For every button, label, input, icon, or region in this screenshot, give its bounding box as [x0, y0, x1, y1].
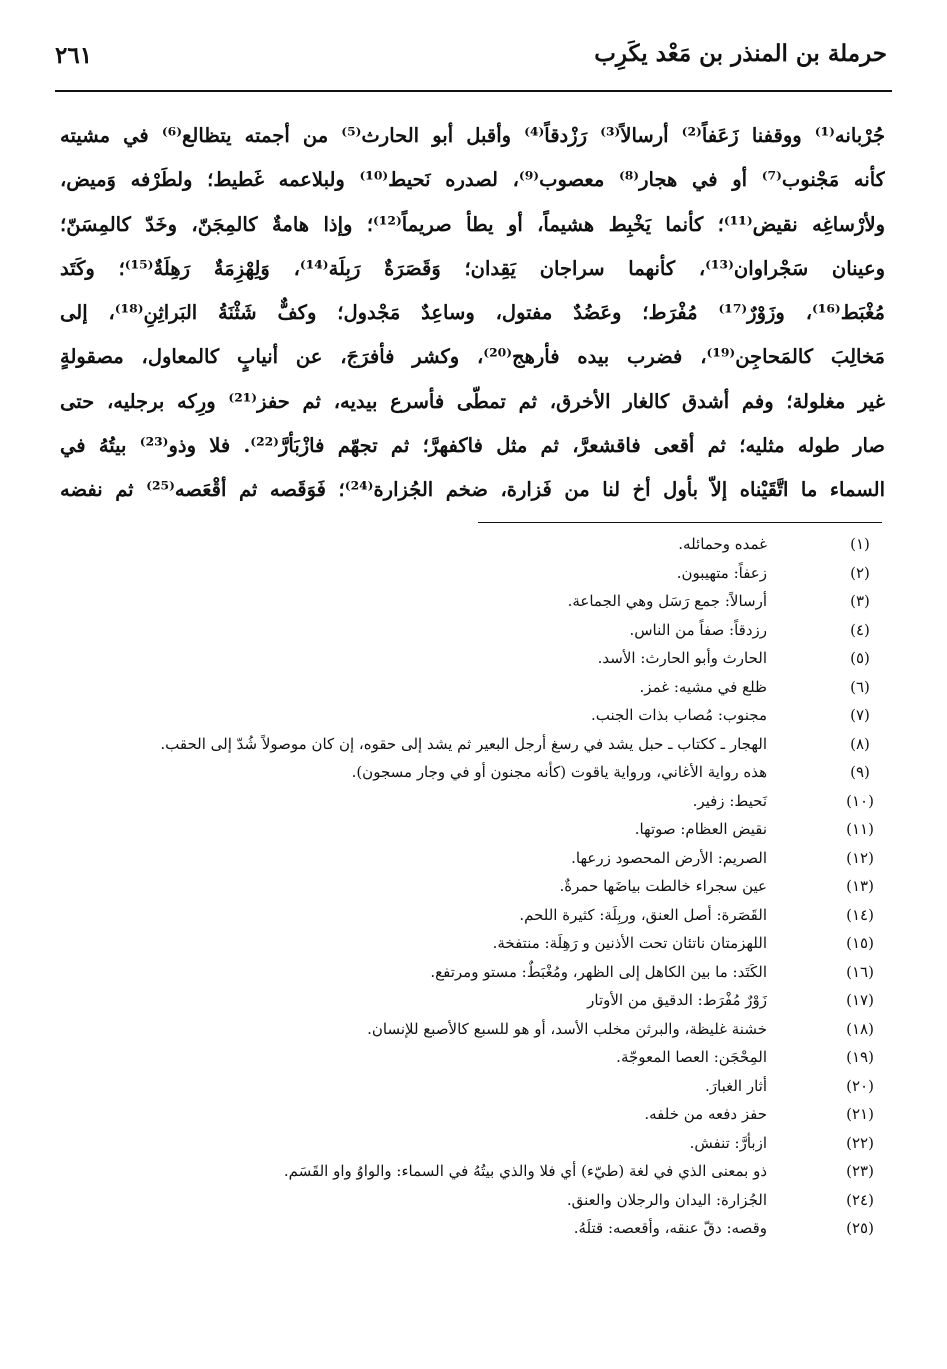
text-line: السماء ما اتَّقَيْناه إلاّ بأول أخ لنا من فَزارة، ضخم الجُزارة⁽²⁴⁾؛ فَوَقَصه ثم أقْعَصه⁽²⁵⁾ ثم نفضه [60, 478, 885, 502]
footnote-number: (١٦) [846, 962, 874, 981]
footnote-text: هذه رواية الأغاني، ورواية ياقوت (كأنه مجنون أو في وجار مسجون). [351, 763, 767, 781]
footnote-number: (١٢) [846, 848, 874, 867]
footnote-number: (١٧) [846, 991, 874, 1009]
main-text [60, 114, 885, 513]
footnote-number: (٤) [850, 620, 870, 639]
footnote-text: رزدقاً: صفاً من الناس. [629, 620, 767, 639]
footnote-text: غمده وحمائله. [678, 535, 767, 553]
footnote [120, 730, 885, 759]
footnote-number: (١٩) [846, 1048, 874, 1066]
text-line: كأنه مَجْنوب⁽⁷⁾ أو في هجار⁽⁸⁾ معصوب⁽⁹⁾، لصدره نَحيط⁽¹⁰⁾ ولبلاعمه غَطيط؛ ولطَرْفه وَميض، [60, 168, 885, 192]
footnote [120, 1186, 885, 1215]
footnote-number: (١١) [846, 820, 874, 838]
footnote [120, 644, 885, 673]
footnote [120, 530, 885, 559]
footnote [120, 958, 885, 987]
footnote-text: ظلع في مشيه: غمز. [639, 677, 767, 696]
running-title: حرملة بن المنذر بن مَعْد يكَرِب [594, 40, 887, 67]
footnote-text: المِحْجَن: العصا المعوجّة. [616, 1048, 767, 1066]
footnote-text: حفز دفعه من خلفه. [644, 1105, 767, 1123]
footnote-number: (٥) [850, 649, 870, 667]
text-line: مُغْبَط⁽¹⁶⁾، وزَوْرٌ⁽¹⁷⁾ مُفْرَط؛ وعَضُدٌ مفتول، وساعِدٌ مَجْدول؛ وكفٌّ شَثْنَةُ البَراثِنِ⁽¹⁸⁾، إلى [60, 301, 885, 325]
running-header [55, 40, 887, 76]
footnote [120, 1072, 885, 1101]
footnote-number: (٢٠) [846, 1076, 874, 1095]
footnote-text: الجُزارة: اليدان والرجلان والعنق. [566, 1190, 767, 1209]
footnote-number: (١٨) [846, 1019, 874, 1038]
footnote [120, 872, 885, 901]
footnote-text: ذو بمعنى الذي في لغة (طيّء) أي فلا والذي بيتُهُ في السماء: والواوُ واو القَسَم. [283, 1162, 767, 1180]
footnote-number: (٩) [850, 763, 870, 781]
footnote-text: زعفاً: متهيبون. [676, 563, 767, 582]
text-line: مَخالِبَ كالمَحاجِن⁽¹⁹⁾، فضرب بيده فأرهج⁽²⁰⁾، وكشر فأفرَجَ، عن أنيابٍ كالمعاول، مصقولةٍ [60, 345, 885, 369]
footnote [120, 1157, 885, 1186]
footnote-number: (٧) [850, 706, 870, 724]
footnote-text: زَوْرٌ مُفْرَط: الدقيق من الأوتار [587, 991, 767, 1009]
footnote [120, 1214, 885, 1243]
text-line: وعينان سَجْراوان⁽¹³⁾، كأنهما سراجان يَقِدان؛ وَقَصَرَةٌ رَبِلَة⁽¹⁴⁾، وَلِهْزِمَةٌ رَهِلَةٌ⁽¹⁵⁾؛ وكَتَد [60, 256, 885, 280]
footnote [120, 929, 885, 958]
footnote-separator [478, 522, 882, 523]
footnote [120, 986, 885, 1015]
text-line: ولأرْساغِه نقيض⁽¹¹⁾؛ كأنما يَخْبِط هشيماً، أو يطأ صريماً⁽¹²⁾؛ وإذا هامةٌ كالمِجَنّ، وخَدّ كالمِسَنّ؛ [60, 212, 885, 236]
footnote-text: الكَتَد: ما بين الكاهل إلى الظهر، ومُغْبَطٌ: مستو ومرتفع. [430, 962, 767, 981]
footnote-text: نقيض العظام: صوتها. [634, 820, 767, 838]
footnote [120, 815, 885, 844]
footnote-number: (٦) [850, 677, 870, 696]
footnote [120, 787, 885, 816]
footnotes [120, 530, 885, 1243]
footnote-number: (١٥) [846, 934, 874, 952]
footnote [120, 1015, 885, 1044]
footnote-text: عين سجراء خالطت بياضَها حمرةٌ. [559, 877, 767, 895]
footnote-number: (١) [850, 535, 870, 553]
footnote-number: (٢٥) [846, 1219, 874, 1237]
header-rule [55, 90, 892, 92]
footnote-text: وقصه: دقّ عنقه، وأقعصه: قتلَهُ. [573, 1219, 767, 1237]
footnote-number: (١٤) [846, 905, 874, 924]
footnote-number: (٢٣) [846, 1162, 874, 1180]
footnote-number: (٨) [850, 734, 870, 753]
footnote-text: ازبأرَّ: تنفش. [689, 1133, 767, 1152]
footnote-number: (٢) [850, 563, 870, 582]
footnote-text: خشنة غليظة، والبرثن مخلب الأسد، أو هو للسبع كالأصبع للإنسان. [367, 1019, 767, 1038]
footnote-number: (١٣) [846, 877, 874, 895]
footnote-number: (٣) [850, 592, 870, 610]
footnote [120, 844, 885, 873]
text-line: صار طوله مثليه؛ ثم أقعى فاقشعرَّ، ثم مثل فاكفهرَّ؛ ثم تجهّم فازْبَأرَّ⁽²²⁾. فلا وذو⁽²³⁾ بيتُهُ في [60, 434, 885, 458]
footnote [120, 701, 885, 730]
footnote-number: (٢٢) [846, 1133, 874, 1152]
footnote-text: الصريم: الأرض المحصود زرعها. [571, 848, 767, 867]
footnote [120, 1100, 885, 1129]
footnote-text: الهجار ـ ككتاب ـ حبل يشد في رسغ أرجل البعير ثم يشد إلى حقوه، إن كان موصولاً شُدّ إلى الحقب. [160, 734, 767, 753]
footnote-text: مجنوب: مُصاب بذات الجنب. [591, 706, 767, 724]
text-line: جُرْبانه⁽¹⁾ ووقفنا زَعَفاً⁽²⁾ أرسالاً⁽³⁾ رَزْدقاً⁽⁴⁾ وأقبل أبو الحارث⁽⁵⁾ من أجمته يتظالع⁽⁶⁾ في مشيته [60, 124, 885, 147]
text-line: غير مغلولة؛ وفم أشدق كالغار الأخرق، ثم تمطّى فأسرع بيديه، ثم حفز⁽²¹⁾ ورِكه برجليه، حتى [60, 389, 885, 413]
footnote [120, 1043, 885, 1072]
footnote-number: (١٠) [846, 791, 874, 810]
footnote-number: (٢٤) [846, 1190, 874, 1209]
page-number: ٢٦١ [55, 42, 93, 69]
footnote [120, 616, 885, 645]
footnote-number: (٢١) [846, 1105, 874, 1123]
footnote [120, 587, 885, 616]
footnote [120, 673, 885, 702]
footnote-text: اللهزمتان ناتئان تحت الأذنين و رَهِلَة: منتفخة. [492, 934, 767, 952]
footnote-text: أثار الغبارَ. [704, 1076, 767, 1095]
footnote [120, 559, 885, 588]
footnote-text: القَصَرة: أصل العنق، وربِلَة: كثيرة اللحم. [519, 905, 767, 924]
footnote [120, 1129, 885, 1158]
footnote-text: أرسالاً: جمع رَسَل وهي الجماعة. [567, 592, 767, 610]
footnote-text: الحارث وأبو الحارث: الأسد. [597, 649, 767, 667]
footnote [120, 758, 885, 787]
footnote [120, 901, 885, 930]
footnote-text: نَحيط: زفير. [692, 791, 767, 810]
